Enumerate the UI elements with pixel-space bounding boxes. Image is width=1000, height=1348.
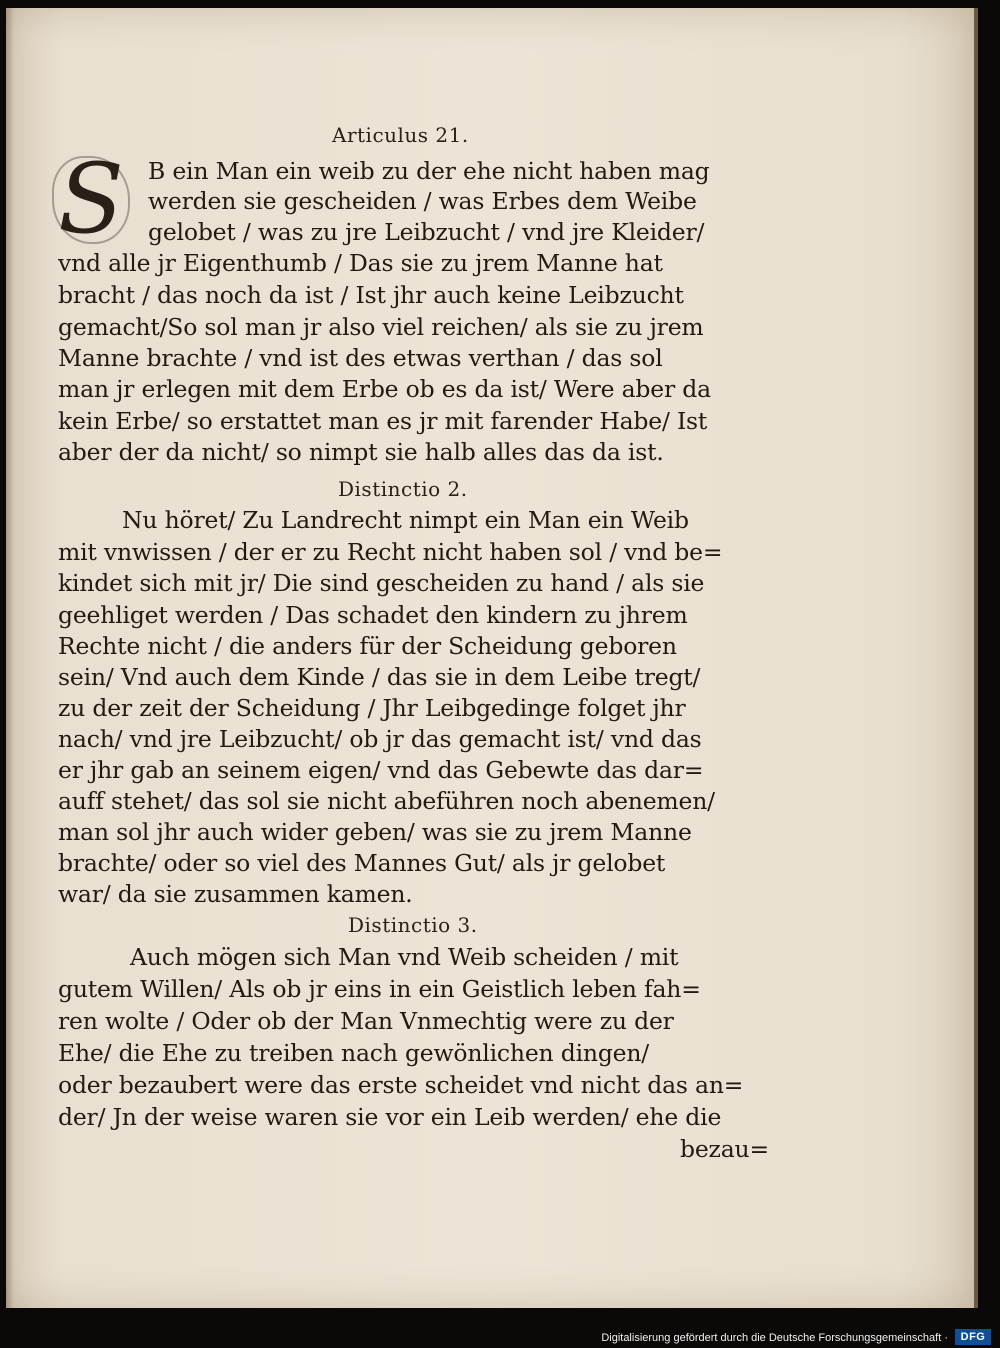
text-line: sein/ Vnd auch dem Kinde / das sie in dem Leibe tregt/ bbox=[58, 663, 701, 691]
text-line: B ein Man ein weib zu der ehe nicht haben mag bbox=[148, 157, 710, 185]
text-line: geehliget werden / Das schadet den kindern zu jhrem bbox=[58, 601, 688, 629]
text-line: kindet sich mit jr/ Die sind gescheiden zu hand / als sie bbox=[58, 569, 705, 597]
dfg-logo-icon: DFG bbox=[955, 1329, 991, 1345]
text-line: oder bezaubert were das erste scheidet vnd nicht das an= bbox=[58, 1071, 744, 1099]
text-line: Rechte nicht / die anders für der Scheidung geboren bbox=[58, 632, 677, 660]
text-line: der/ Jn der weise waren sie vor ein Leib werden/ ehe die bbox=[58, 1103, 722, 1131]
text-line: nach/ vnd jre Leibzucht/ ob jr das gemacht ist/ vnd das bbox=[58, 725, 702, 753]
text-line: Ehe/ die Ehe zu treiben nach gewönlichen dingen/ bbox=[58, 1039, 650, 1067]
text-line: aber der da nicht/ so nimpt sie halb alles das da ist. bbox=[58, 438, 664, 466]
distinctio-heading: Distinctio 2. bbox=[338, 477, 468, 501]
text-line: ren wolte / Oder ob der Man Vnmechtig were zu der bbox=[58, 1007, 674, 1035]
text-line: war/ da sie zusammen kamen. bbox=[58, 880, 413, 908]
text-line: kein Erbe/ so erstattet man es jr mit farender Habe/ Ist bbox=[58, 407, 708, 435]
text-line: Nu höret/ Zu Landrecht nimpt ein Man ein Weib bbox=[122, 506, 689, 534]
text-line: man sol jhr auch wider geben/ was sie zu jrem Manne bbox=[58, 818, 692, 846]
decorated-initial: S bbox=[48, 150, 134, 248]
text-line: brachte/ oder so viel des Mannes Gut/ als jr gelobet bbox=[58, 849, 666, 877]
text-line: werden sie gescheiden / was Erbes dem Weibe bbox=[148, 187, 697, 215]
text-line: zu der zeit der Scheidung / Jhr Leibgedinge folget jhr bbox=[58, 694, 686, 722]
text-line: Auch mögen sich Man vnd Weib scheiden / mit bbox=[130, 943, 679, 971]
text-line: er jhr gab an seinem eigen/ vnd das Gebewte das dar= bbox=[58, 756, 704, 784]
text-line: gutem Willen/ Als ob jr eins in ein Geistlich leben fah= bbox=[58, 975, 701, 1003]
article-heading: Articulus 21. bbox=[332, 123, 469, 147]
text-line: gemacht/So sol man jr also viel reichen/ als sie zu jrem bbox=[58, 313, 704, 341]
distinctio-heading: Distinctio 3. bbox=[348, 913, 478, 937]
funding-credit: Digitalisierung gefördert durch die Deutsche Forschungsgemeinschaft · bbox=[601, 1332, 948, 1344]
text-line: Manne brachte / vnd ist des etwas verthan / das sol bbox=[58, 344, 663, 372]
page-gutter-shadow bbox=[6, 8, 14, 1308]
catchword: bezau= bbox=[680, 1135, 769, 1163]
text-line: bracht / das noch da ist / Ist jhr auch keine Leibzucht bbox=[58, 281, 684, 309]
text-line: man jr erlegen mit dem Erbe ob es da ist/ Were aber da bbox=[58, 375, 711, 403]
text-line: vnd alle jr Eigenthumb / Das sie zu jrem Manne hat bbox=[58, 249, 663, 277]
page-edge bbox=[974, 8, 978, 1308]
text-line: mit vnwissen / der er zu Recht nicht haben sol / vnd be= bbox=[58, 538, 723, 566]
text-line: auff stehet/ das sol sie nicht abeführen noch abenemen/ bbox=[58, 787, 715, 815]
text-line: gelobet / was zu jre Leibzucht / vnd jre Kleider/ bbox=[148, 218, 705, 246]
